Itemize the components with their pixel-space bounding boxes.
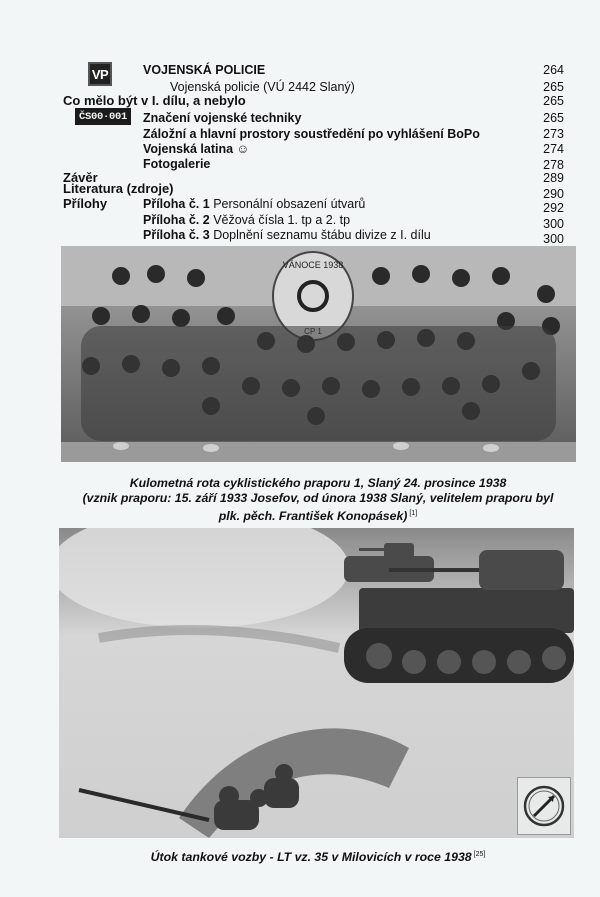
group-photo-illustration: [61, 246, 576, 462]
toc-row-appendix: [0, 212, 600, 231]
caption-line: Kulometná rota cyklistického praporu 1, Slaný 24. prosince 1938: [129, 476, 507, 490]
appendix-num: Příloha č. 1: [143, 197, 210, 211]
toc-title: VOJENSKÁ POLICIE: [143, 63, 266, 77]
toc-page: 278: [543, 158, 564, 172]
group-photo: [61, 246, 576, 462]
appendix-text: Personální obsazení útvarů: [213, 197, 366, 211]
toc-label: Vojenská policie (VÚ 2442 Slaný): [170, 80, 355, 94]
toc-page: 300: [543, 217, 564, 231]
toc-label: Fotogalerie: [143, 157, 211, 171]
toc-row: [0, 152, 600, 172]
toc-row-vp-title: [0, 62, 600, 78]
tank-photo-illustration: [59, 528, 574, 838]
banner-text: VÁNOCE 1938: [282, 260, 344, 270]
toc-label: Literatura (zdroje): [63, 181, 174, 196]
toc-label: Značení vojenské techniky: [143, 111, 302, 125]
caption-line: [62, 506, 574, 524]
toc-page: 289: [543, 171, 564, 185]
toc-row: [0, 126, 600, 142]
caption-ref: [25]: [473, 851, 486, 858]
toc-page: 265: [543, 80, 564, 94]
appendix-text: Doplnění seznamu štábu divize z I. dílu: [213, 228, 431, 242]
toc-label: Závěr: [63, 170, 98, 185]
toc-page: 265: [543, 94, 564, 108]
caption-line: (vznik praporu: 15. září 1933 Josefov, od února 1938 Slaný, velitelem praporu byl: [82, 491, 554, 505]
vp-logo: VP: [88, 62, 112, 86]
toc-row-prilohy: [0, 196, 600, 215]
toc-label: Co mělo být v I. dílu, a nebylo: [63, 93, 246, 108]
toc-page: 290: [543, 187, 564, 201]
toc-page: 300: [543, 232, 564, 246]
toc-row-literatura: [0, 180, 600, 201]
photo1-caption: [62, 476, 574, 524]
appendix-num: Příloha č. 3: [143, 228, 210, 242]
toc-page: 265: [543, 111, 564, 125]
appendix-label: [143, 212, 350, 228]
toc-label: Záložní a hlavní prostory soustředění po vyhlášení BoPo: [143, 127, 480, 141]
caption-text: plk. pěch. František Konopásek): [218, 509, 408, 524]
appendix-num: Příloha č. 2: [143, 213, 210, 227]
tank-photo: [59, 528, 574, 838]
caption-ref: [1]: [409, 510, 418, 517]
unit-insignia-icon: [517, 777, 571, 835]
toc-page: 292: [543, 201, 564, 215]
toc-page: 273: [543, 127, 564, 141]
toc-row-co-melo: [0, 93, 600, 109]
photo2-caption: [62, 847, 574, 865]
toc-row: [0, 110, 600, 126]
toc-page: 274: [543, 142, 564, 156]
toc-label: Vojenská latina ☺: [143, 142, 250, 156]
appendix-label: [143, 196, 365, 212]
cs-registration-badge: ČS00·001: [75, 108, 131, 125]
caption-text: Útok tankové vozby - LT vz. 35 v Milovicích v roce 1938: [150, 850, 472, 865]
appendix-label: [143, 227, 431, 243]
toc-row-appendix: [0, 227, 600, 246]
appendix-text: Věžová čísla 1. tp a 2. tp: [213, 213, 351, 227]
toc-page: 264: [543, 63, 564, 77]
toc-label: Přílohy: [63, 196, 108, 211]
